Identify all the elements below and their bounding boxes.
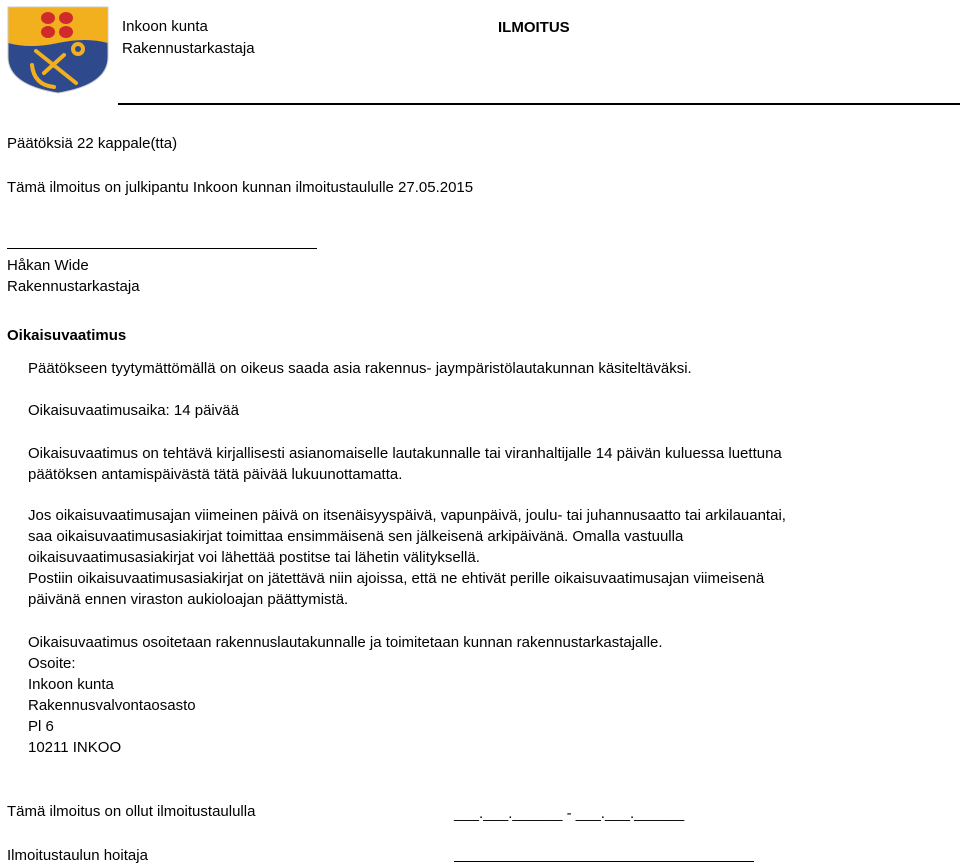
address-line: 10211 INKOO (28, 739, 122, 756)
posted-notice: Tämä ilmoitus on julkipantu Inkoon kunnan ilmoitustaululle 27.05.2015 (7, 179, 474, 196)
signer-title: Rakennustarkastaja (7, 278, 140, 295)
address-intro: Oikaisuvaatimus osoitetaan rakennuslautakunnalle ja toimitetaan kunnan rakennustarkastajalle. (28, 634, 663, 651)
appeal-address-block (28, 632, 663, 758)
signer-name: Håkan Wide (7, 257, 89, 274)
posted-period-date-blanks: ___.___.______ - ___.___.______ (454, 805, 685, 822)
paragraph-line: saa oikaisuvaatimusasiakirjat toimittaa ensimmäisenä sen jälkeisenä arkipäivänä. Omalla vastuulla (28, 528, 684, 545)
paragraph-line: päivänä ennen viraston aukioloajan päättymistä. (28, 591, 349, 608)
appeal-heading: Oikaisuvaatimus (7, 327, 127, 344)
posted-period-label: Tämä ilmoitus on ollut ilmoitustaululla (7, 803, 256, 820)
address-label: Osoite: (28, 655, 76, 672)
address-line: Pl 6 (28, 718, 54, 735)
paragraph-line: oikaisuvaatimusasiakirjat voi lähettää postitse tai lähetin välityksellä. (28, 549, 480, 566)
header-divider (118, 103, 960, 105)
appeal-paragraph-2 (28, 505, 786, 610)
appeal-period: Oikaisuvaatimusaika: 14 päivää (28, 402, 239, 419)
appeal-intro: Päätökseen tyytymättömällä on oikeus saada asia rakennus- jaympäristölautakunnan käsiteltäväksi. (28, 360, 692, 377)
paragraph-line: päätöksen antamispäivästä tätä päivää lukuunottamatta. (28, 466, 403, 483)
notice-board-keeper-label: Ilmoitustaulun hoitaja (7, 847, 148, 864)
address-line: Inkoon kunta (28, 676, 114, 693)
decisions-count: Päätöksiä 22 kappale(tta) (7, 135, 178, 152)
signature-line (7, 248, 317, 249)
paragraph-line: Postiin oikaisuvaatimusasiakirjat on jätettävä niin ajoissa, että ne ehtivät perille oikaisuvaatimusajan viimeisenä (28, 570, 765, 587)
organization-name: Inkoon kunta (122, 18, 208, 35)
document-type-title: ILMOITUS (498, 19, 570, 36)
municipality-coat-of-arms-logo (6, 3, 110, 95)
keeper-signature-line (454, 861, 754, 862)
address-line: Rakennusvalvontaosasto (28, 697, 196, 714)
organization-role: Rakennustarkastaja (122, 40, 255, 57)
appeal-paragraph-1 (28, 443, 782, 485)
paragraph-line: Oikaisuvaatimus on tehtävä kirjallisesti asianomaiselle lautakunnalle tai viranhaltijalle 14 päivän kuluessa luettuna (28, 445, 782, 462)
paragraph-line: Jos oikaisuvaatimusajan viimeinen päivä on itsenäisyyspäivä, vapunpäivä, joulu- tai juhannusaatto tai arkilauantai, (28, 507, 786, 524)
